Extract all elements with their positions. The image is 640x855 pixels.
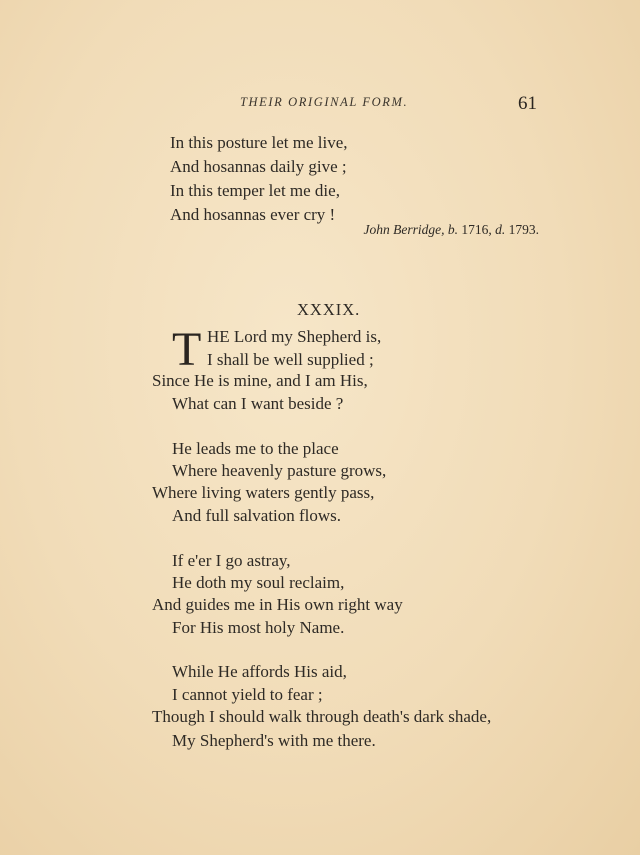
hymn-line: He doth my soul reclaim,	[172, 573, 345, 592]
died-label: d.	[495, 222, 506, 237]
died-year: 1793.	[508, 222, 539, 237]
hymn-number: XXXIX.	[297, 300, 361, 319]
hymn-line: He leads me to the place	[172, 439, 339, 458]
hymn-line: Since He is mine, and I am His,	[152, 371, 368, 390]
hymn-line: Where living waters gently pass,	[152, 483, 375, 502]
hymn-line: While He affords His aid,	[172, 662, 347, 681]
drop-cap: T	[172, 323, 202, 376]
hymn-line: Where heavenly pasture grows,	[172, 461, 387, 480]
hymn-line: I shall be well supplied ;	[207, 350, 374, 369]
poem-line: In this posture let me live,	[170, 133, 348, 152]
page-number: 61	[518, 93, 537, 114]
hymn-line: HE Lord my Shepherd is,	[207, 327, 382, 346]
author-name: John Berridge,	[363, 222, 445, 237]
born-label: b.	[447, 222, 458, 237]
running-head: THEIR ORIGINAL FORM.	[240, 95, 409, 109]
born-year: 1716,	[461, 222, 492, 237]
hymn-line: And guides me in His own right way	[152, 595, 403, 614]
hymn-line: And full salvation flows.	[172, 506, 342, 525]
hymn-line: If e'er I go astray,	[172, 551, 291, 570]
hymn-line: What can I want beside ?	[172, 394, 344, 413]
hymn-line: For His most holy Name.	[172, 618, 345, 637]
hymn-line: My Shepherd's with me there.	[172, 731, 376, 750]
poem-line: And hosannas daily give ;	[170, 157, 347, 176]
hymn-line: Though I should walk through death's dark shade,	[152, 707, 492, 726]
poem-line: And hosannas ever cry !	[170, 205, 336, 224]
hymn-line: I cannot yield to fear ;	[172, 685, 323, 704]
poem-line: In this temper let me die,	[170, 181, 340, 200]
attribution	[364, 222, 539, 238]
